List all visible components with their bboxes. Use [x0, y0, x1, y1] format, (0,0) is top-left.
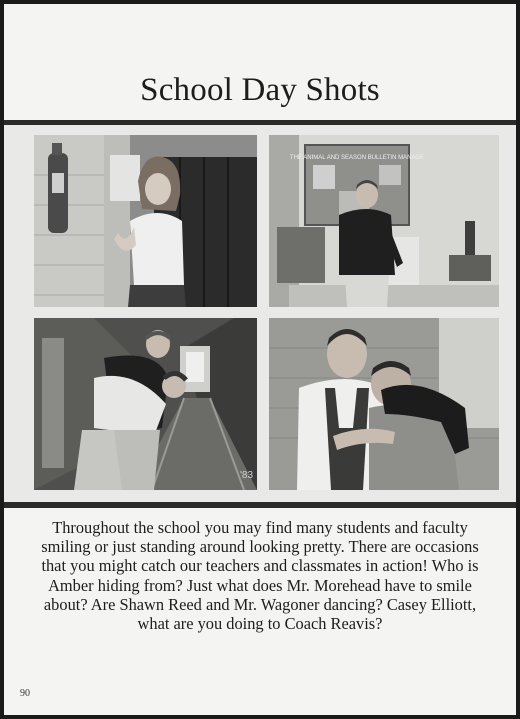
page-title: School Day Shots: [140, 72, 380, 108]
bulletin-board-text: THE ANIMAL AND SEASON BULLETIN MANAGE: [289, 155, 425, 161]
photo-date-stamp: '83: [240, 470, 254, 481]
page-caption: Throughout the school you may find many students and faculty smiling or just standing around looking pretty. There are occasions that you might catch our teachers and classmates in action! Who is Amber hiding from? Just what does Mr. Morehead have to smile about? Are Shawn Reed and Mr. Wagoner dancing? Casey Elliott, what are you doing to Coach Reavis?: [41, 518, 479, 634]
photo-girl-by-lockers: [34, 135, 257, 307]
photo-hallway-dancing: [34, 318, 257, 490]
bottom-rule: [4, 502, 516, 508]
photo-casey-and-coach: [269, 318, 499, 490]
photo-teacher-by-bulletin-board: [269, 135, 499, 307]
yearbook-page: [4, 4, 516, 715]
page-number: 90: [20, 688, 30, 699]
